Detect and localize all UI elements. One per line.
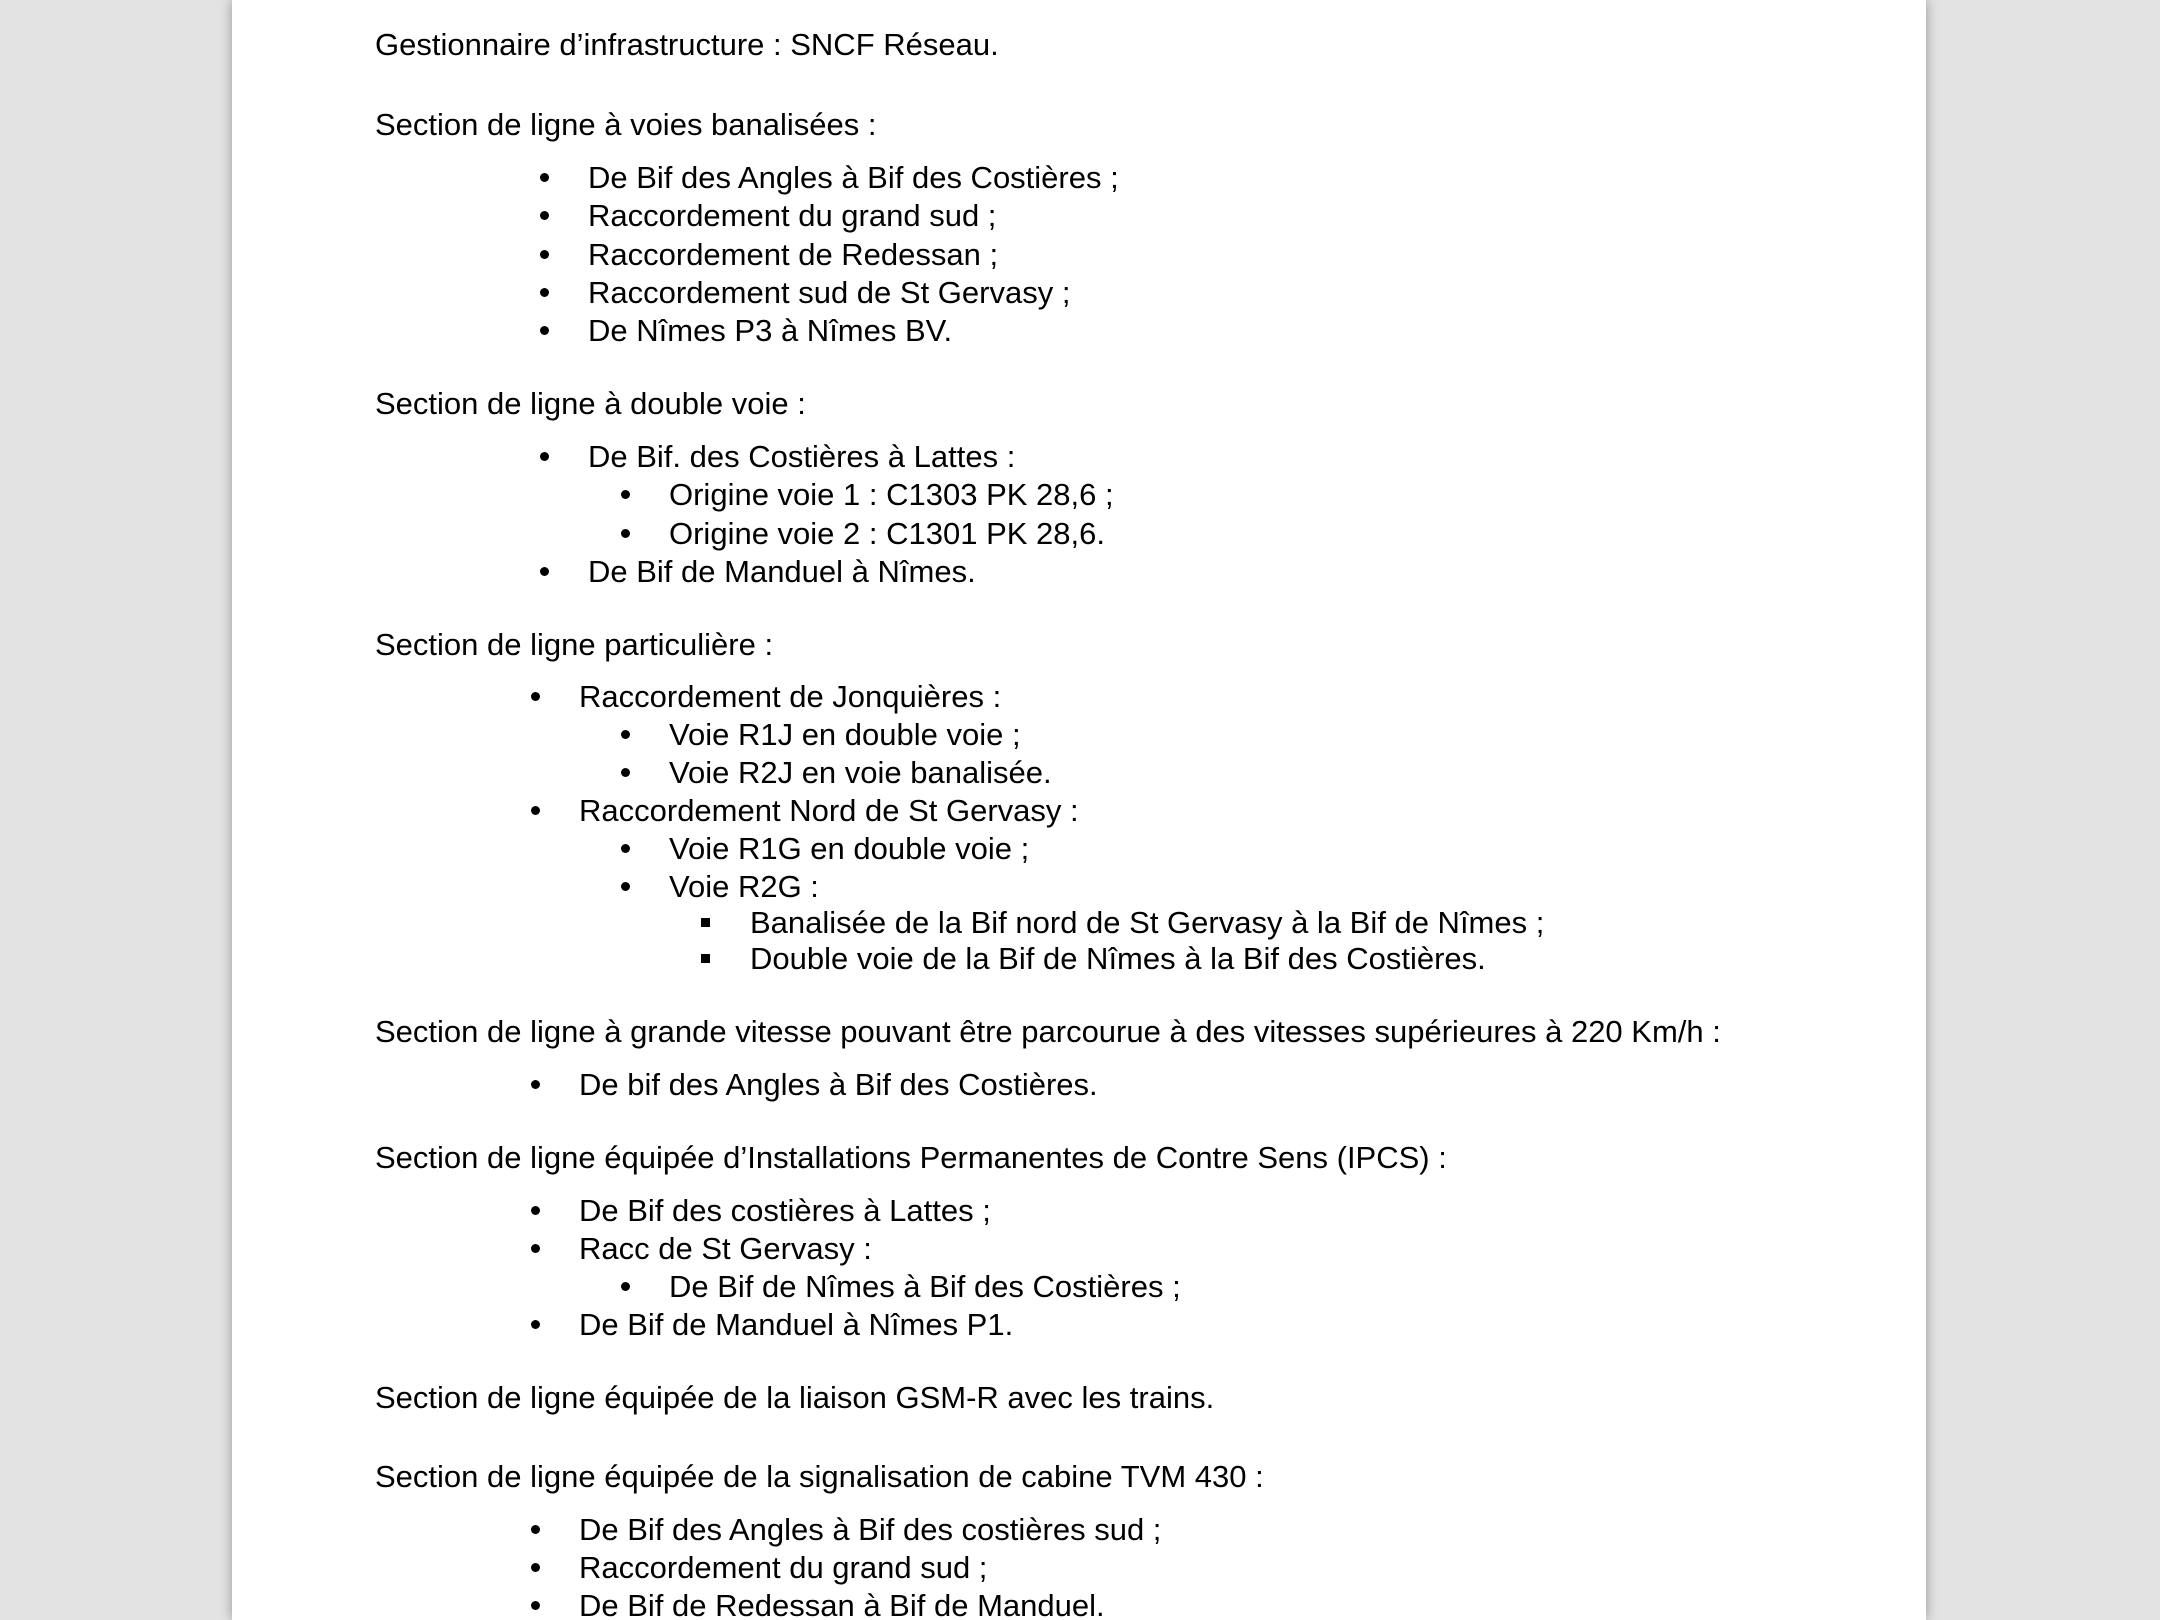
bullet-disc [540,250,549,259]
list-item: De Bif. des Costières à Lattes : [588,439,1016,474]
section-heading-voies-banalisees: Section de ligne à voies banalisées : [375,107,877,142]
list-item: Raccordement de Jonquières : [579,679,1002,714]
list-item: De Bif de Manduel à Nîmes P1. [579,1307,1014,1342]
list-item: De bif des Angles à Bif des Costières. [579,1067,1098,1102]
list-item: De Bif des costières à Lattes ; [579,1193,991,1228]
bullet-disc [540,173,549,182]
list-item: Banalisée de la Bif nord de St Gervasy à la Bif de Nîmes ; [750,905,1545,940]
list-item: Raccordement sud de St Gervasy ; [588,275,1071,310]
section-heading-ligne-particuliere: Section de ligne particulière : [375,627,774,662]
bullet-disc [531,1525,540,1534]
bullet-disc [531,1244,540,1253]
list-item: De Bif de Nîmes à Bif des Costières ; [669,1269,1181,1304]
section-heading-ipcs: Section de ligne équipée d’Installations Permanentes de Contre Sens (IPCS) : [375,1140,1447,1175]
section-heading-gsm-r: Section de ligne équipée de la liaison GSM-R avec les trains. [375,1380,1215,1415]
document-page [232,0,1926,1620]
list-item: Voie R1J en double voie ; [669,717,1021,752]
list-item: Racc de St Gervasy : [579,1231,872,1266]
bullet-disc [621,730,630,739]
bullet-disc [621,882,630,891]
bullet-disc [621,844,630,853]
bullet-disc [531,1206,540,1215]
bullet-disc [621,768,630,777]
bullet-disc [621,1282,630,1291]
bullet-square [701,954,710,963]
list-item: De Bif de Manduel à Nîmes. [588,554,976,589]
bullet-disc [540,211,549,220]
bullet-disc [531,692,540,701]
list-item: Raccordement du grand sud ; [588,198,997,233]
bullet-disc [531,1320,540,1329]
infrastructure-manager-line: Gestionnaire d’infrastructure : SNCF Réseau. [375,27,999,62]
list-item: Raccordement du grand sud ; [579,1550,988,1585]
bullet-disc [540,567,549,576]
bullet-disc [540,452,549,461]
bullet-disc [540,326,549,335]
list-item: De Nîmes P3 à Nîmes BV. [588,313,953,348]
section-heading-tvm-430: Section de ligne équipée de la signalisation de cabine TVM 430 : [375,1459,1264,1494]
bullet-disc [531,1080,540,1089]
list-item: Voie R1G en double voie ; [669,831,1030,866]
list-item: De Bif de Redessan à Bif de Manduel. [579,1588,1105,1620]
bullet-disc [540,288,549,297]
bullet-disc [621,529,630,538]
list-item: Origine voie 2 : C1301 PK 28,6. [669,516,1105,551]
section-heading-grande-vitesse: Section de ligne à grande vitesse pouvant être parcourue à des vitesses supérieures à 220 Km/h : [375,1014,1721,1049]
list-item: Raccordement de Redessan ; [588,237,999,272]
bullet-disc [531,1563,540,1572]
bullet-disc [621,490,630,499]
bullet-disc [531,806,540,815]
section-heading-double-voie: Section de ligne à double voie : [375,386,806,421]
bullet-square [701,918,710,927]
list-item: Voie R2G : [669,869,819,904]
list-item: Double voie de la Bif de Nîmes à la Bif des Costières. [750,941,1486,976]
list-item: De Bif des Angles à Bif des Costières ; [588,160,1119,195]
list-item: Origine voie 1 : C1303 PK 28,6 ; [669,477,1114,512]
bullet-disc [531,1601,540,1610]
list-item: Voie R2J en voie banalisée. [669,755,1052,790]
list-item: Raccordement Nord de St Gervasy : [579,793,1079,828]
list-item: De Bif des Angles à Bif des costières sud ; [579,1512,1162,1547]
